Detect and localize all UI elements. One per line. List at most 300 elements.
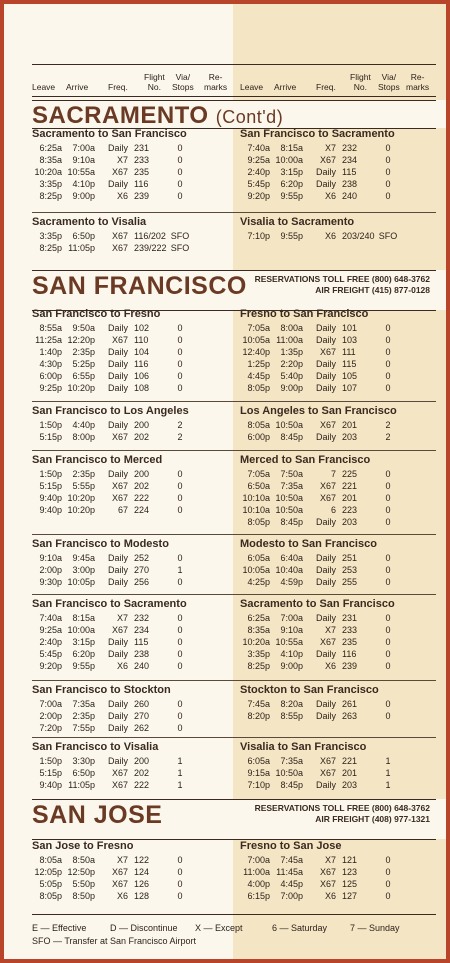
flight-number: 238 xyxy=(134,649,150,659)
flight-number: 251 xyxy=(342,553,358,563)
top-rule xyxy=(32,64,436,65)
frequency: 6 xyxy=(330,505,336,515)
route-separator xyxy=(32,401,436,402)
via-stops: 0 xyxy=(385,661,391,671)
frequency: X67 xyxy=(319,867,336,877)
column-header xyxy=(32,72,436,96)
via-stops: 0 xyxy=(385,155,391,165)
via-stops: 0 xyxy=(177,723,183,733)
leave-time: 4:00p xyxy=(247,879,270,889)
flight-number: 233 xyxy=(342,625,358,635)
leave-time: 8:25p xyxy=(247,661,270,671)
via-stops: 1 xyxy=(385,780,391,790)
via-stops: 0 xyxy=(385,625,391,635)
via-stops: 0 xyxy=(177,155,183,165)
flight-number: 221 xyxy=(342,756,358,766)
leave-time: 5:45p xyxy=(247,179,270,189)
leave-time: 9:25a xyxy=(39,625,62,635)
arrive-time: 12:20p xyxy=(67,335,95,345)
flight-number: 231 xyxy=(134,143,150,153)
arrive-time: 8:45p xyxy=(280,432,303,442)
via-stops: 0 xyxy=(385,323,391,333)
flight-number: 239 xyxy=(342,661,358,671)
via-stops: 0 xyxy=(385,517,391,527)
arrive-time: 9:55p xyxy=(72,661,95,671)
arrive-time: 5:40p xyxy=(280,371,303,381)
leave-time: 1:50p xyxy=(39,469,62,479)
route-title: San Francisco to Los Angeles xyxy=(32,405,189,417)
leave-time: 9:25a xyxy=(247,155,270,165)
flight-number: 107 xyxy=(342,383,358,393)
flight-number: 234 xyxy=(134,625,150,635)
via-stops: 0 xyxy=(177,323,183,333)
legend-saturday: 6 — Saturday xyxy=(272,923,328,933)
frequency: Daily xyxy=(107,469,128,479)
frequency: Daily xyxy=(107,359,128,369)
arrive-time: 7:35a xyxy=(280,481,303,491)
leave-time: 6:50a xyxy=(247,481,270,491)
col-arrive-return: Arrive xyxy=(274,82,297,92)
frequency: Daily xyxy=(315,613,336,623)
flight-number: 116 xyxy=(342,649,357,659)
frequency: X67 xyxy=(111,335,128,345)
leave-time: 10:20a xyxy=(242,637,270,647)
flight-number: 252 xyxy=(134,553,150,563)
flight-number: 124 xyxy=(134,867,150,877)
arrive-time: 10:00a xyxy=(275,155,303,165)
frequency: X67 xyxy=(111,867,128,877)
via-stops: 0 xyxy=(385,469,391,479)
route-title: San Francisco to Merced xyxy=(32,454,163,466)
frequency: Daily xyxy=(107,649,128,659)
flight-number: 200 xyxy=(134,756,150,766)
via-stops: 2 xyxy=(177,420,183,430)
arrive-time: 6:50p xyxy=(72,231,95,241)
frequency: Daily xyxy=(107,347,128,357)
route-title: San Francisco to Sacramento xyxy=(240,128,395,140)
arrive-time: 7:00a xyxy=(280,613,303,623)
frequency: Daily xyxy=(107,711,128,721)
section-name: SAN JOSE xyxy=(32,801,163,829)
arrive-time: 10:20p xyxy=(67,505,95,515)
flight-number: 224 xyxy=(134,505,150,515)
arrive-time: 8:55p xyxy=(280,711,303,721)
via-stops: SFO xyxy=(170,231,190,241)
flight-number: 104 xyxy=(134,347,150,357)
leave-time: 7:05a xyxy=(247,469,270,479)
flight-number: 101 xyxy=(342,323,358,333)
leave-time: 4:30p xyxy=(39,359,62,369)
via-stops: 0 xyxy=(385,359,391,369)
via-stops: 0 xyxy=(177,469,183,479)
flight-number: 201 xyxy=(342,420,358,430)
flight-number: 233 xyxy=(134,155,150,165)
leave-time: 6:00p xyxy=(247,432,270,442)
flight-number: 223 xyxy=(342,505,358,515)
leave-time: 5:45p xyxy=(39,649,62,659)
via-stops: 2 xyxy=(385,420,391,430)
leave-time: 12:05p xyxy=(34,867,62,877)
via-stops: 1 xyxy=(385,756,391,766)
arrive-time: 10:55a xyxy=(67,167,95,177)
frequency: Daily xyxy=(315,577,336,587)
frequency: Daily xyxy=(107,553,128,563)
via-stops: 0 xyxy=(385,855,391,865)
route-title: San Francisco to Modesto xyxy=(32,538,169,550)
via-stops: 0 xyxy=(177,179,183,189)
col-leave-return: Leave xyxy=(240,82,264,92)
arrive-time: 9:00p xyxy=(280,661,303,671)
arrive-time: 4:45p xyxy=(280,879,303,889)
leave-time: 7:40a xyxy=(39,613,62,623)
arrive-time: 3:15p xyxy=(72,637,95,647)
via-stops: 2 xyxy=(385,432,391,442)
legend-sfo: SFO — Transfer at San Francisco Airport xyxy=(32,936,197,946)
flight-number: 232 xyxy=(134,613,150,623)
leave-time: 4:45p xyxy=(247,371,270,381)
leave-time: 4:25p xyxy=(247,577,270,587)
frequency: Daily xyxy=(315,179,336,189)
via-stops: SFO xyxy=(170,243,190,253)
frequency: X67 xyxy=(111,432,128,442)
section-top-rule xyxy=(32,100,436,101)
section-contact xyxy=(230,803,430,825)
flight-number: 203 xyxy=(342,432,358,442)
leave-time: 10:10a xyxy=(242,505,270,515)
flight-number: 261 xyxy=(342,699,358,709)
frequency: X7 xyxy=(324,143,336,153)
flight-number: 105 xyxy=(342,371,358,381)
leave-time: 9:40p xyxy=(39,505,62,515)
frequency: Daily xyxy=(107,371,128,381)
flight-number: 270 xyxy=(134,565,150,575)
arrive-time: 6:40a xyxy=(280,553,303,563)
leave-time: 8:20p xyxy=(247,711,270,721)
leave-time: 3:35p xyxy=(39,231,62,241)
route-title: Stockton to San Francisco xyxy=(240,684,379,696)
leave-time: 6:25a xyxy=(39,143,62,153)
leave-time: 9:25p xyxy=(39,383,62,393)
arrive-time: 9:10a xyxy=(72,155,95,165)
via-stops: 1 xyxy=(177,780,183,790)
via-stops: 0 xyxy=(177,383,183,393)
via-stops: 1 xyxy=(177,768,183,778)
frequency: X6 xyxy=(116,891,128,901)
frequency: X67 xyxy=(111,493,128,503)
arrive-time: 8:45p xyxy=(280,780,303,790)
arrive-time: 10:00a xyxy=(67,625,95,635)
arrive-time: 9:55p xyxy=(280,191,303,201)
arrive-time: 9:00p xyxy=(280,383,303,393)
air-freight-phone: AIR FREIGHT (408) 977-1321 xyxy=(315,814,430,824)
arrive-time: 5:25p xyxy=(72,359,95,369)
frequency: 7 xyxy=(330,469,336,479)
arrive-time: 6:20p xyxy=(280,179,303,189)
flight-number: 103 xyxy=(342,335,358,345)
flight-number: 201 xyxy=(342,493,358,503)
col-flight-return: Flight No. xyxy=(350,72,371,92)
frequency: X67 xyxy=(111,231,128,241)
via-stops: 0 xyxy=(177,637,183,647)
leave-time: 7:10p xyxy=(247,231,270,241)
section-title xyxy=(32,801,162,830)
arrive-time: 8:20a xyxy=(280,699,303,709)
via-stops: 0 xyxy=(177,359,183,369)
flight-number: 222 xyxy=(134,780,150,790)
frequency: Daily xyxy=(107,323,128,333)
leave-time: 9:40p xyxy=(39,493,62,503)
leave-time: 9:20p xyxy=(39,661,62,671)
leave-time: 2:40p xyxy=(39,637,62,647)
leave-time: 11:25a xyxy=(35,335,62,345)
flight-number: 128 xyxy=(134,891,150,901)
flight-number: 122 xyxy=(134,855,150,865)
flight-number: 110 xyxy=(134,335,149,345)
flight-number: 239 xyxy=(134,191,150,201)
leave-time: 2:00p xyxy=(39,711,62,721)
leave-time: 8:05p xyxy=(39,891,62,901)
col-leave: Leave xyxy=(32,82,56,92)
flight-number: 200 xyxy=(134,469,150,479)
flight-number: 125 xyxy=(342,879,358,889)
flight-number: 234 xyxy=(342,155,358,165)
flight-number: 239/222 xyxy=(134,243,167,253)
frequency: X6 xyxy=(324,891,336,901)
flight-number: 221 xyxy=(342,481,358,491)
frequency: X67 xyxy=(319,493,336,503)
via-stops: 0 xyxy=(177,855,183,865)
via-stops: 0 xyxy=(177,699,183,709)
via-stops: 0 xyxy=(177,143,183,153)
leave-time: 8:05a xyxy=(39,855,62,865)
leave-time: 8:25p xyxy=(39,191,62,201)
frequency: Daily xyxy=(315,649,336,659)
arrive-time: 8:15a xyxy=(72,613,95,623)
frequency: X7 xyxy=(324,855,336,865)
flight-number: 253 xyxy=(342,565,358,575)
via-stops: 0 xyxy=(385,505,391,515)
arrive-time: 10:40a xyxy=(275,565,303,575)
via-stops: 0 xyxy=(177,661,183,671)
legend-sunday: 7 — Sunday xyxy=(350,923,400,933)
arrive-time: 8:50p xyxy=(72,891,95,901)
frequency: Daily xyxy=(315,553,336,563)
flight-number: 255 xyxy=(342,577,358,587)
arrive-time: 10:20p xyxy=(67,383,95,393)
flight-number: 202 xyxy=(134,481,150,491)
frequency: Daily xyxy=(315,565,336,575)
via-stops: 0 xyxy=(385,613,391,623)
via-stops: 0 xyxy=(385,347,391,357)
via-stops: 0 xyxy=(385,371,391,381)
route-title: San Jose to Fresno xyxy=(32,840,134,852)
flight-number: 102 xyxy=(134,323,150,333)
arrive-time: 2:35p xyxy=(72,347,95,357)
leave-time: 7:45a xyxy=(247,699,270,709)
arrive-time: 3:15p xyxy=(280,167,303,177)
arrive-time: 4:59p xyxy=(280,577,303,587)
leave-time: 10:05a xyxy=(242,335,270,345)
route-title: Los Angeles to San Francisco xyxy=(240,405,397,417)
leave-time: 1:50p xyxy=(39,420,62,430)
leave-time: 9:40p xyxy=(39,780,62,790)
arrive-time: 10:55a xyxy=(275,637,303,647)
frequency: Daily xyxy=(107,383,128,393)
leave-time: 5:05p xyxy=(39,879,62,889)
via-stops: 0 xyxy=(385,565,391,575)
flight-number: 240 xyxy=(134,661,150,671)
flight-number: 270 xyxy=(134,711,150,721)
route-title: Modesto to San Francisco xyxy=(240,538,377,550)
flight-number: 203 xyxy=(342,780,358,790)
arrive-time: 10:50a xyxy=(275,493,303,503)
arrive-time: 7:00p xyxy=(280,891,303,901)
flight-number: 231 xyxy=(342,613,358,623)
route-title: Sacramento to Visalia xyxy=(32,216,147,228)
via-stops: 0 xyxy=(177,505,183,515)
leave-time: 11:00a xyxy=(243,867,270,877)
via-stops: 0 xyxy=(177,335,183,345)
frequency: X7 xyxy=(324,625,336,635)
via-stops: 0 xyxy=(177,867,183,877)
arrive-time: 4:10p xyxy=(280,649,303,659)
leave-time: 6:25a xyxy=(247,613,270,623)
frequency: X67 xyxy=(111,481,128,491)
arrive-time: 6:20p xyxy=(72,649,95,659)
arrive-time: 10:50a xyxy=(275,420,303,430)
via-stops: 0 xyxy=(385,481,391,491)
frequency: Daily xyxy=(315,167,336,177)
leave-time: 2:40p xyxy=(247,167,270,177)
section-suffix: (Cont'd) xyxy=(215,107,284,127)
via-stops: 0 xyxy=(385,167,391,177)
leave-time: 8:05a xyxy=(247,420,270,430)
via-stops: 0 xyxy=(385,891,391,901)
via-stops: 0 xyxy=(385,191,391,201)
legend-effective: E — Effective xyxy=(32,923,87,933)
flight-number: 201 xyxy=(342,768,358,778)
frequency: X67 xyxy=(111,243,128,253)
route-separator xyxy=(32,680,436,681)
arrive-time: 9:50a xyxy=(72,323,95,333)
via-stops: 0 xyxy=(385,493,391,503)
via-stops: 0 xyxy=(385,577,391,587)
leave-time: 5:15p xyxy=(39,481,62,491)
flight-number: 225 xyxy=(342,469,358,479)
arrive-time: 2:35p xyxy=(72,711,95,721)
air-freight-phone: AIR FREIGHT (415) 877-0128 xyxy=(315,285,430,295)
flight-number: 116 xyxy=(134,179,149,189)
leave-time: 6:15p xyxy=(247,891,270,901)
frequency: Daily xyxy=(315,517,336,527)
via-stops: 0 xyxy=(177,167,183,177)
flight-number: 203/240 xyxy=(342,231,375,241)
via-stops: 0 xyxy=(385,879,391,889)
flight-number: 202 xyxy=(134,432,150,442)
arrive-time: 10:50a xyxy=(275,768,303,778)
via-stops: 0 xyxy=(385,553,391,563)
arrive-time: 9:10a xyxy=(280,625,303,635)
arrive-time: 5:55p xyxy=(72,481,95,491)
col-remarks-return: Re- marks xyxy=(406,72,430,92)
frequency: X67 xyxy=(111,768,128,778)
frequency: X6 xyxy=(324,191,336,201)
arrive-time: 2:20p xyxy=(280,359,303,369)
via-stops: 0 xyxy=(177,711,183,721)
via-stops: 0 xyxy=(177,191,183,201)
leave-time: 6:05a xyxy=(247,553,270,563)
route-separator xyxy=(32,737,436,738)
section-top-rule xyxy=(32,799,436,800)
via-stops: 0 xyxy=(177,879,183,889)
leave-time: 2:00p xyxy=(39,565,62,575)
route-separator xyxy=(32,534,436,535)
arrive-time: 10:20p xyxy=(67,493,95,503)
header-rule xyxy=(32,96,436,97)
arrive-time: 8:50a xyxy=(72,855,95,865)
flight-number: 123 xyxy=(342,867,358,877)
route-title: Sacramento to San Francisco xyxy=(240,598,395,610)
arrive-time: 8:15a xyxy=(280,143,303,153)
arrive-time: 3:00p xyxy=(72,565,95,575)
flight-number: 106 xyxy=(134,371,150,381)
arrive-time: 1:35p xyxy=(280,347,303,357)
via-stops: 0 xyxy=(177,493,183,503)
frequency: X67 xyxy=(111,879,128,889)
frequency: X6 xyxy=(116,661,128,671)
col-via-return: Via/ Stops xyxy=(378,72,400,92)
flight-number: 203 xyxy=(342,517,358,527)
col-via: Via/ Stops xyxy=(172,72,194,92)
section-title xyxy=(32,102,283,130)
arrive-time: 10:50a xyxy=(275,505,303,515)
leave-time: 9:20p xyxy=(247,191,270,201)
leave-time: 12:40p xyxy=(242,347,270,357)
frequency: X67 xyxy=(111,780,128,790)
via-stops: 0 xyxy=(177,347,183,357)
arrive-time: 11:00a xyxy=(276,335,303,345)
frequency: Daily xyxy=(315,359,336,369)
arrive-time: 7:35a xyxy=(72,699,95,709)
col-freq: Freq. xyxy=(108,82,128,92)
flight-number: 115 xyxy=(342,167,357,177)
leave-time: 5:15p xyxy=(39,432,62,442)
frequency: Daily xyxy=(315,711,336,721)
timetable-page xyxy=(4,4,446,959)
frequency: Daily xyxy=(107,577,128,587)
frequency: X67 xyxy=(319,756,336,766)
leave-time: 7:20p xyxy=(39,723,62,733)
frequency: Daily xyxy=(315,323,336,333)
frequency: Daily xyxy=(315,383,336,393)
route-title: Merced to San Francisco xyxy=(240,454,371,466)
route-separator xyxy=(32,450,436,451)
leave-time: 9:15a xyxy=(247,768,270,778)
frequency: X67 xyxy=(111,625,128,635)
route-title: San Francisco to Visalia xyxy=(32,741,159,753)
frequency: X67 xyxy=(319,155,336,165)
frequency: Daily xyxy=(107,723,128,733)
leave-time: 1:50p xyxy=(39,756,62,766)
via-stops: 0 xyxy=(385,143,391,153)
arrive-time: 8:45p xyxy=(280,517,303,527)
flight-number: 202 xyxy=(134,768,150,778)
leave-time: 8:55a xyxy=(39,323,62,333)
arrive-time: 10:05p xyxy=(67,577,95,587)
via-stops: 2 xyxy=(177,432,183,442)
frequency: Daily xyxy=(315,371,336,381)
via-stops: 0 xyxy=(385,637,391,647)
